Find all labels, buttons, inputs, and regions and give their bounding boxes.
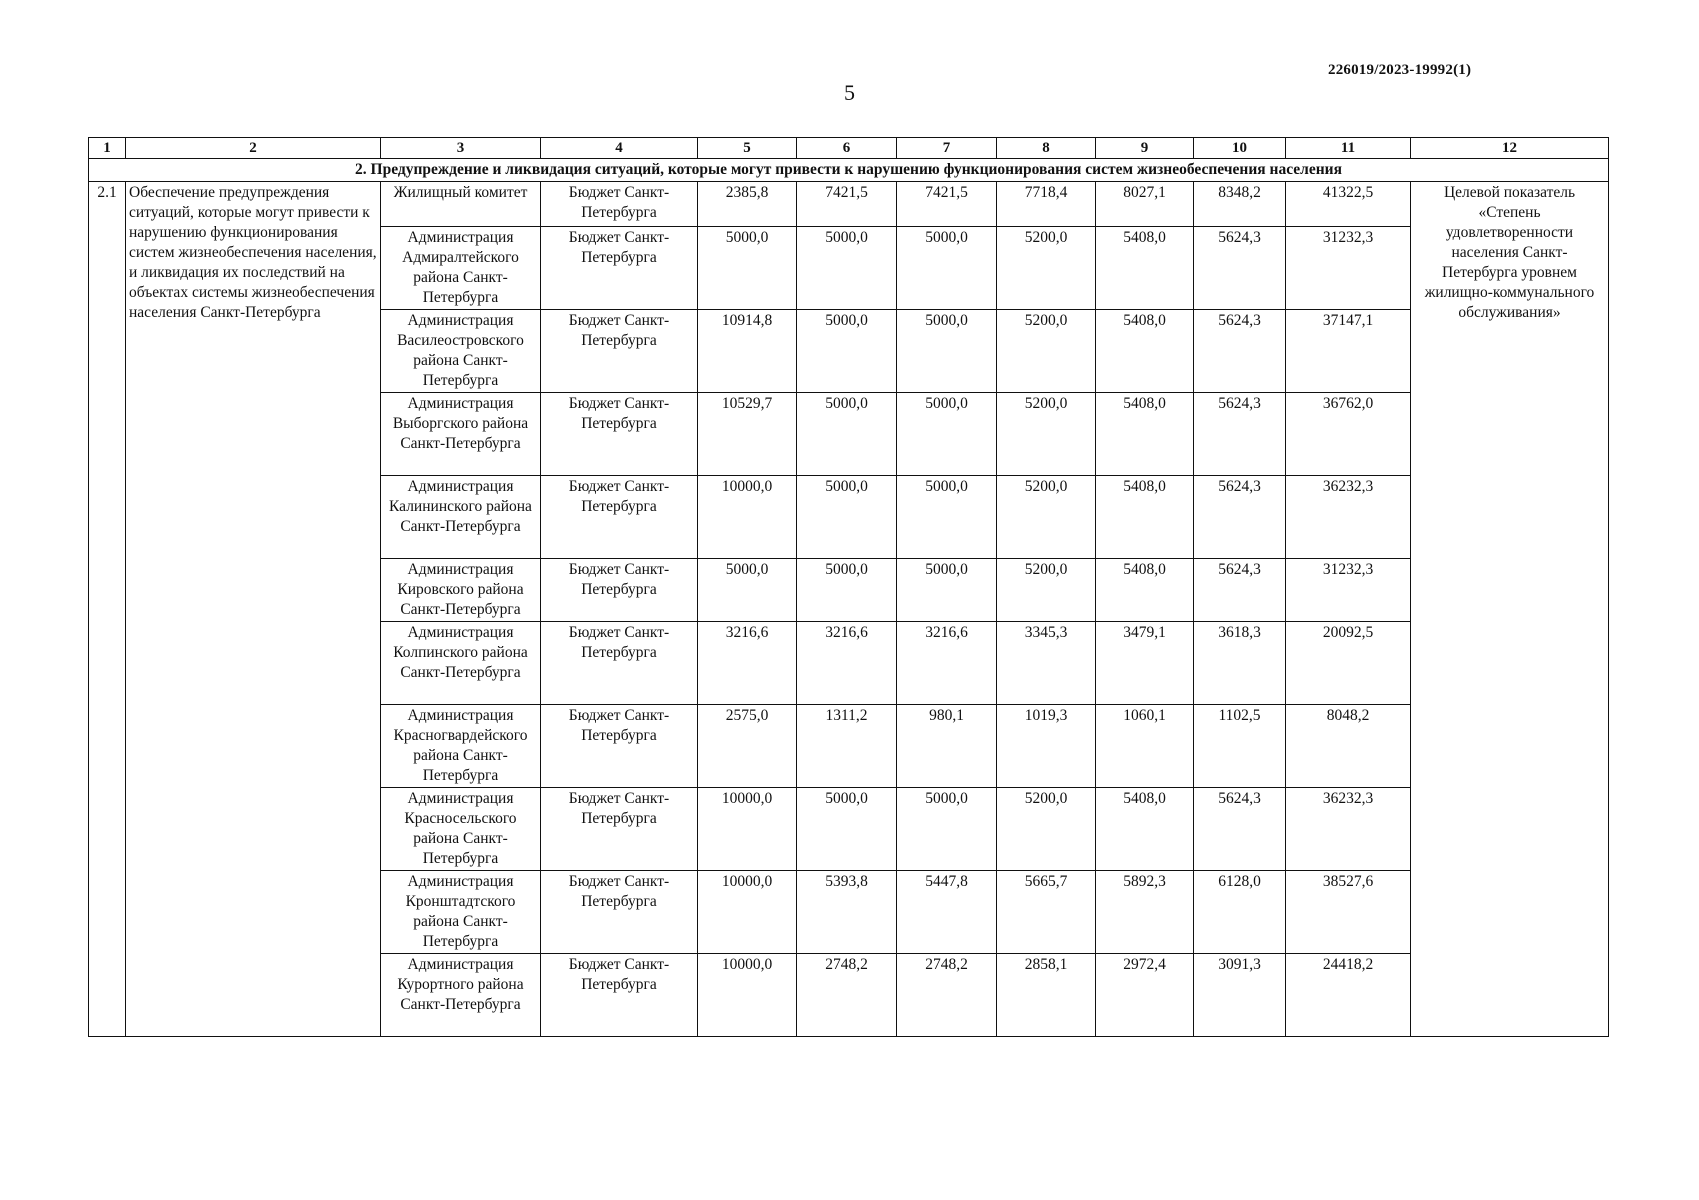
value-cell: 5624,3 [1194,393,1286,476]
column-header: 2 [126,138,381,159]
value-cell: 10529,7 [698,393,797,476]
budget-table [88,137,1609,1037]
column-header: 3 [381,138,541,159]
value-cell: 5200,0 [997,788,1096,871]
value-cell: 5393,8 [797,871,897,954]
value-cell: 5200,0 [997,310,1096,393]
value-cell: 5000,0 [797,393,897,476]
target-indicator: Целевой показатель «Степень удовлетворенности населения Санкт-Петербурга уровнем жилищно-коммунального обслуживания» [1411,182,1609,1037]
column-header: 1 [89,138,126,159]
value-cell: 5200,0 [997,476,1096,559]
value-cell: 3216,6 [797,622,897,705]
value-cell: 5408,0 [1096,227,1194,310]
value-cell: 3618,3 [1194,622,1286,705]
value-cell: 2858,1 [997,954,1096,1037]
value-cell: 3091,3 [1194,954,1286,1037]
column-header: 4 [541,138,698,159]
funding-source-cell: Бюджет Санкт-Петербурга [541,393,698,476]
value-cell: 2972,4 [1096,954,1194,1037]
total-cell: 37147,1 [1286,310,1411,393]
total-cell: 41322,5 [1286,182,1411,227]
value-cell: 10000,0 [698,871,797,954]
value-cell: 3216,6 [897,622,997,705]
value-cell: 5000,0 [897,788,997,871]
executor-cell: Администрация Кировского района Санкт-Петербурга [381,559,541,622]
value-cell: 10914,8 [698,310,797,393]
column-number-row [89,138,1609,159]
value-cell: 5200,0 [997,227,1096,310]
funding-source-cell: Бюджет Санкт-Петербурга [541,182,698,227]
value-cell: 1102,5 [1194,705,1286,788]
value-cell: 5000,0 [797,476,897,559]
value-cell: 5624,3 [1194,227,1286,310]
value-cell: 5000,0 [897,310,997,393]
executor-cell: Администрация Василеостровского района Санкт-Петербурга [381,310,541,393]
value-cell: 5000,0 [897,227,997,310]
value-cell: 5892,3 [1096,871,1194,954]
funding-source-cell: Бюджет Санкт-Петербурга [541,871,698,954]
value-cell: 2385,8 [698,182,797,227]
value-cell: 2748,2 [797,954,897,1037]
value-cell: 2748,2 [897,954,997,1037]
executor-cell: Администрация Адмиралтейского района Санкт-Петербурга [381,227,541,310]
value-cell: 10000,0 [698,476,797,559]
value-cell: 3345,3 [997,622,1096,705]
value-cell: 8027,1 [1096,182,1194,227]
column-header: 10 [1194,138,1286,159]
value-cell: 7718,4 [997,182,1096,227]
total-cell: 20092,5 [1286,622,1411,705]
total-cell: 8048,2 [1286,705,1411,788]
executor-cell: Администрация Выборгского района Санкт-Петербурга [381,393,541,476]
value-cell: 5000,0 [797,310,897,393]
value-cell: 5408,0 [1096,476,1194,559]
executor-cell: Администрация Курортного района Санкт-Петербурга [381,954,541,1037]
value-cell: 2575,0 [698,705,797,788]
funding-source-cell: Бюджет Санкт-Петербурга [541,788,698,871]
document-number: 226019/2023-19992(1) [1328,62,1472,78]
value-cell: 5624,3 [1194,476,1286,559]
section-title: 2. Предупреждение и ликвидация ситуаций, которые могут привести к нарушению функционирования систем жизнеобеспечения населения [89,159,1609,182]
total-cell: 31232,3 [1286,559,1411,622]
column-header: 8 [997,138,1096,159]
value-cell: 5000,0 [797,559,897,622]
value-cell: 5000,0 [897,476,997,559]
value-cell: 5000,0 [897,393,997,476]
value-cell: 1019,3 [997,705,1096,788]
value-cell: 5408,0 [1096,310,1194,393]
column-header: 5 [698,138,797,159]
value-cell: 5200,0 [997,393,1096,476]
value-cell: 5408,0 [1096,393,1194,476]
total-cell: 31232,3 [1286,227,1411,310]
total-cell: 36232,3 [1286,476,1411,559]
value-cell: 5000,0 [797,227,897,310]
item-description: Обеспечение предупреждения ситуаций, которые могут привести к нарушению функционирования систем жизнеобеспечения населения, и ликвидация их последствий на объектах системы жизнеобеспечения населения Санкт-Петербурга [126,182,381,1037]
value-cell: 5408,0 [1096,788,1194,871]
value-cell: 1311,2 [797,705,897,788]
value-cell: 5000,0 [797,788,897,871]
value-cell: 3479,1 [1096,622,1194,705]
funding-source-cell: Бюджет Санкт-Петербурга [541,622,698,705]
value-cell: 3216,6 [698,622,797,705]
funding-source-cell: Бюджет Санкт-Петербурга [541,559,698,622]
value-cell: 5447,8 [897,871,997,954]
executor-cell: Администрация Колпинского района Санкт-Петербурга [381,622,541,705]
funding-source-cell: Бюджет Санкт-Петербурга [541,476,698,559]
column-header: 12 [1411,138,1609,159]
value-cell: 5665,7 [997,871,1096,954]
value-cell: 6128,0 [1194,871,1286,954]
item-number: 2.1 [89,182,126,1037]
total-cell: 24418,2 [1286,954,1411,1037]
value-cell: 10000,0 [698,788,797,871]
column-header: 6 [797,138,897,159]
column-header: 11 [1286,138,1411,159]
funding-source-cell: Бюджет Санкт-Петербурга [541,705,698,788]
section-row [89,159,1609,182]
value-cell: 8348,2 [1194,182,1286,227]
total-cell: 36232,3 [1286,788,1411,871]
value-cell: 980,1 [897,705,997,788]
funding-source-cell: Бюджет Санкт-Петербурга [541,954,698,1037]
executor-cell: Администрация Красногвардейского района Санкт-Петербурга [381,705,541,788]
value-cell: 5624,3 [1194,310,1286,393]
value-cell: 5200,0 [997,559,1096,622]
column-header: 7 [897,138,997,159]
table-row [89,182,1609,227]
funding-source-cell: Бюджет Санкт-Петербурга [541,227,698,310]
executor-cell: Администрация Кронштадтского района Санкт-Петербурга [381,871,541,954]
value-cell: 1060,1 [1096,705,1194,788]
total-cell: 38527,6 [1286,871,1411,954]
value-cell: 5624,3 [1194,559,1286,622]
value-cell: 5000,0 [897,559,997,622]
page-number: 5 [844,80,855,105]
value-cell: 7421,5 [897,182,997,227]
value-cell: 5408,0 [1096,559,1194,622]
column-header: 9 [1096,138,1194,159]
executor-cell: Администрация Калининского района Санкт-Петербурга [381,476,541,559]
funding-source-cell: Бюджет Санкт-Петербурга [541,310,698,393]
value-cell: 10000,0 [698,954,797,1037]
executor-cell: Жилищный комитет [381,182,541,227]
value-cell: 7421,5 [797,182,897,227]
value-cell: 5624,3 [1194,788,1286,871]
value-cell: 5000,0 [698,559,797,622]
executor-cell: Администрация Красносельского района Санкт-Петербурга [381,788,541,871]
total-cell: 36762,0 [1286,393,1411,476]
value-cell: 5000,0 [698,227,797,310]
